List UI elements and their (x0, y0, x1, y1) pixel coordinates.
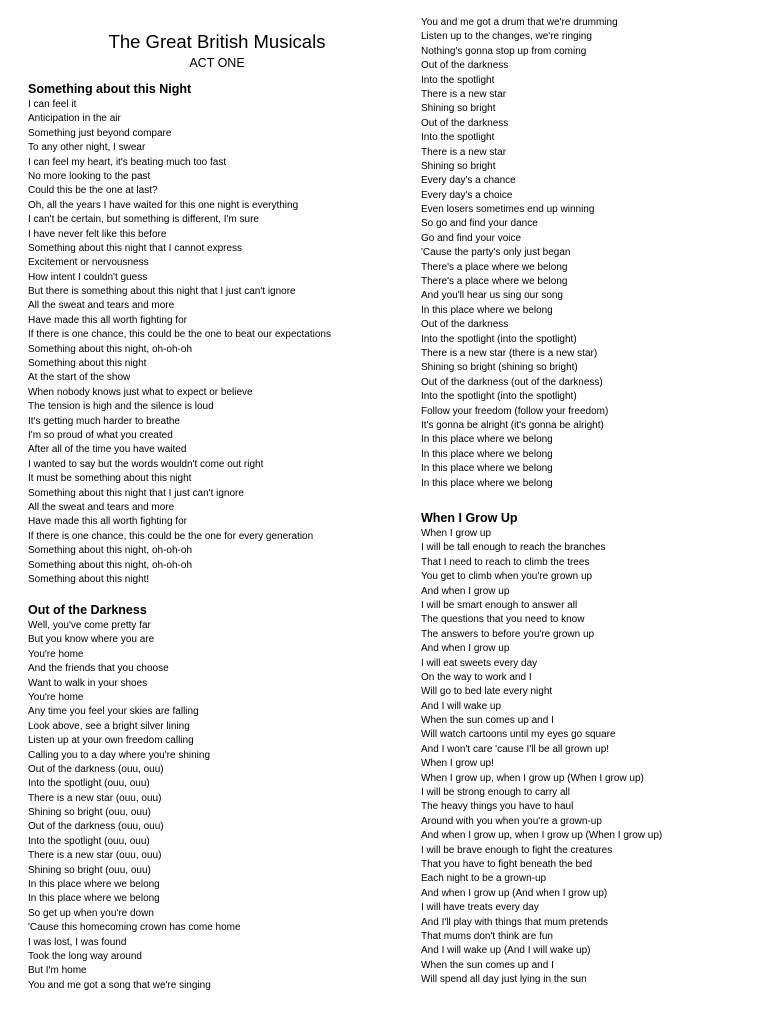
lyric-line: Will go to bed late every night (421, 686, 553, 698)
lyric-line: When I grow up, when I grow up (When I grow up) (421, 772, 644, 784)
lyric-line: That I need to reach to climb the trees (421, 556, 590, 568)
lyric-line: Something about this night that I just can't ignore (28, 487, 244, 499)
lyric-line: And I will wake up (421, 700, 502, 712)
lyric-line: If there is one chance, this could be the one for every generation (28, 530, 314, 542)
lyric-line: And the friends that you choose (28, 663, 169, 675)
lyrics-list (421, 527, 662, 988)
lyric-line: Out of the darkness (421, 60, 509, 72)
lyric-line: No more looking to the past (28, 170, 151, 182)
lyric-line: So get up when you're down (28, 907, 154, 919)
lyric-line: I will be tall enough to reach the branches (421, 542, 606, 554)
lyric-line: I have never felt like this before (28, 228, 167, 240)
lyric-line: There is a new star (there is a new star) (421, 347, 598, 359)
lyric-line: Every day's a chance (421, 175, 516, 187)
lyric-line: I wanted to say but the words wouldn't come out right (28, 458, 264, 470)
lyric-line: Out of the darkness (421, 319, 509, 331)
lyric-line: Anticipation in the air (28, 113, 121, 125)
lyric-line: The answers to before you're grown up (421, 628, 595, 640)
lyric-line: Have made this all worth fighting for (28, 314, 187, 326)
lyric-line: If there is one chance, this could be the one to beat our expectations (28, 329, 331, 341)
lyric-line: You're home (28, 691, 84, 703)
lyric-line: Calling you to a day where you're shining (28, 749, 211, 761)
lyric-line: Something about this night, oh-oh-oh (28, 559, 192, 571)
lyric-line: And I won't care 'cause I'll be all grown up! (421, 743, 610, 755)
lyric-line: You and me got a drum that we're drumming (421, 17, 618, 28)
lyric-line: To any other night, I swear (28, 142, 146, 154)
lyric-line: Even losers sometimes end up winning (421, 204, 595, 216)
act-label: ACT ONE (189, 56, 245, 70)
lyric-line: I'm so proud of what you created (28, 429, 173, 441)
lyric-line: Something about this night! (28, 573, 150, 585)
lyric-line: At the start of the show (28, 372, 131, 384)
lyric-line: I will be smart enough to answer all (421, 599, 578, 611)
lyric-line: Into the spotlight (ouu, ouu) (28, 778, 150, 790)
lyric-line: And when I grow up (421, 643, 510, 655)
lyric-line: When the sun comes up and I (421, 715, 554, 727)
lyric-line: When I grow up (421, 528, 492, 539)
lyric-line: There is a new star (421, 88, 507, 100)
lyric-line: All the sweat and tears and more (28, 300, 175, 312)
lyric-line: I will be brave enough to fight the creatures (421, 844, 613, 856)
lyric-line: In this place where we belong (28, 879, 160, 891)
lyric-line: Nothing's gonna stop up from coming (421, 45, 587, 57)
lyric-line: Excitement or nervousness (28, 257, 149, 269)
lyric-line: You and me got a song that we're singing (28, 979, 211, 991)
lyric-line: It's gonna be alright (it's gonna be alright) (421, 419, 604, 431)
lyric-line: Into the spotlight (421, 132, 495, 144)
lyric-line: Listen up at your own freedom calling (28, 735, 194, 747)
lyric-line: I can feel my heart, it's beating much too fast (28, 156, 227, 168)
lyric-line: All the sweat and tears and more (28, 501, 175, 513)
lyric-line: Something about this night (28, 358, 147, 370)
lyric-line: Could this be the one at last? (28, 185, 158, 197)
lyric-line: That you have to fight beneath the bed (421, 858, 593, 870)
lyric-line: Something about this night, oh-oh-oh (28, 343, 192, 355)
lyric-line: Shining so bright (421, 103, 496, 115)
lyric-line: I can feel it (28, 99, 77, 110)
song-continuation (421, 16, 618, 491)
lyrics-list (28, 98, 331, 587)
lyric-line: And when I grow up, when I grow up (When I grow up) (421, 830, 663, 842)
lyric-line: In this place where we belong (421, 434, 553, 446)
lyric-line: I will have treats every day (421, 902, 539, 914)
lyric-line: Every day's a choice (421, 189, 513, 201)
lyric-line: That mums don't think are fun (421, 930, 553, 942)
lyric-line: The questions that you need to know (421, 614, 585, 626)
lyric-line: Well, you've come pretty far (28, 620, 151, 631)
lyric-line: It's getting much harder to breathe (28, 415, 180, 427)
lyric-line: And you'll hear us sing our song (421, 290, 563, 302)
lyric-line: 'Cause this homecoming crown has come home (28, 922, 241, 934)
lyric-line: Shining so bright (ouu, ouu) (28, 864, 151, 876)
lyric-line: The heavy things you have to haul (421, 801, 574, 813)
lyric-line: In this place where we belong (28, 893, 160, 905)
lyric-line: It must be something about this night (28, 473, 192, 485)
lyric-line: Follow your freedom (follow your freedom) (421, 405, 609, 417)
lyric-line: But I'm home (28, 965, 87, 977)
lyric-line: Out of the darkness (ouu, ouu) (28, 763, 164, 775)
lyric-line: And when I grow up (421, 585, 510, 597)
lyric-line: And when I grow up (And when I grow up) (421, 887, 608, 899)
song-title: Something about this Night (28, 82, 192, 96)
lyric-line: Something about this night that I cannot express (28, 242, 243, 254)
lyric-line: I will eat sweets every day (421, 657, 538, 669)
lyric-line: There's a place where we belong (421, 276, 568, 288)
lyric-line: Will spend all day just lying in the sun (421, 974, 587, 986)
lyric-line: Each night to be a grown-up (421, 873, 547, 885)
lyric-line: Oh, all the years I have waited for this one night is everything (28, 199, 299, 211)
lyric-line: Look above, see a bright silver lining (28, 720, 190, 732)
lyric-line: There is a new star (ouu, ouu) (28, 850, 162, 862)
song-title: Out of the Darkness (28, 603, 147, 617)
lyric-line: There is a new star (ouu, ouu) (28, 792, 162, 804)
lyric-line: I will be strong enough to carry all (421, 787, 570, 799)
lyric-line: Shining so bright (421, 160, 496, 172)
lyric-line: You get to climb when you're grown up (421, 571, 593, 583)
lyric-line: But you know where you are (28, 634, 155, 646)
lyric-line: In this place where we belong (421, 304, 553, 316)
lyric-line: Into the spotlight (421, 74, 495, 86)
lyric-line: On the way to work and I (421, 671, 532, 683)
lyric-line: Around with you when you're a grown-up (421, 815, 602, 827)
lyric-line: Into the spotlight (into the spotlight) (421, 391, 577, 403)
song-section (28, 603, 241, 993)
lyric-line: After all of the time you have waited (28, 444, 187, 456)
lyric-line: Shining so bright (shining so bright) (421, 362, 578, 374)
lyric-line: Into the spotlight (into the spotlight) (421, 333, 577, 345)
document-title: The Great British Musicals (108, 31, 326, 53)
lyric-line: There's a place where we belong (421, 261, 568, 273)
lyric-line: Have made this all worth fighting for (28, 516, 187, 528)
lyric-line: So go and find your dance (421, 218, 538, 230)
lyric-line: And I will wake up (And I will wake up) (421, 945, 591, 957)
lyric-line: I can't be certain, but something is different, I'm sure (28, 214, 259, 226)
song-title: When I Grow Up (421, 511, 518, 525)
lyric-line: Into the spotlight (ouu, ouu) (28, 835, 150, 847)
lyric-line: But there is something about this night that I just can't ignore (28, 286, 296, 298)
lyric-line: In this place where we belong (421, 477, 553, 489)
lyrics-list (28, 619, 241, 993)
song-section (421, 511, 662, 988)
lyric-line: Something just beyond compare (28, 127, 172, 139)
lyric-line: There is a new star (421, 146, 507, 158)
lyric-line: How intent I couldn't guess (28, 271, 148, 283)
lyric-line: Took the long way around (28, 950, 142, 962)
lyric-line: Go and find your voice (421, 232, 522, 244)
lyric-line: The tension is high and the silence is loud (28, 401, 214, 413)
lyric-line: When nobody knows just what to expect or believe (28, 386, 253, 398)
lyrics-list (421, 16, 618, 491)
lyric-line: Out of the darkness (ouu, ouu) (28, 821, 164, 833)
lyric-line: In this place where we belong (421, 463, 553, 475)
lyric-line: In this place where we belong (421, 448, 553, 460)
lyric-line: Want to walk in your shoes (28, 677, 148, 689)
lyric-line: Out of the darkness (421, 117, 509, 129)
lyric-line: 'Cause the party's only just began (421, 247, 571, 259)
lyric-line: Listen up to the changes, we're ringing (421, 31, 592, 43)
lyric-line: Any time you feel your skies are falling (28, 706, 199, 718)
lyric-line: You're home (28, 648, 84, 660)
lyric-line: Shining so bright (ouu, ouu) (28, 807, 151, 819)
lyric-line: Will watch cartoons until my eyes go square (421, 729, 616, 741)
song-section (28, 82, 331, 587)
lyric-line: I was lost, I was found (28, 936, 127, 948)
lyric-line: When I grow up! (421, 758, 494, 770)
lyric-line: Something about this night, oh-oh-oh (28, 545, 192, 557)
lyric-line: When the sun comes up and I (421, 959, 554, 971)
lyric-line: And I'll play with things that mum pretends (421, 916, 609, 928)
lyric-line: Out of the darkness (out of the darkness) (421, 376, 603, 388)
